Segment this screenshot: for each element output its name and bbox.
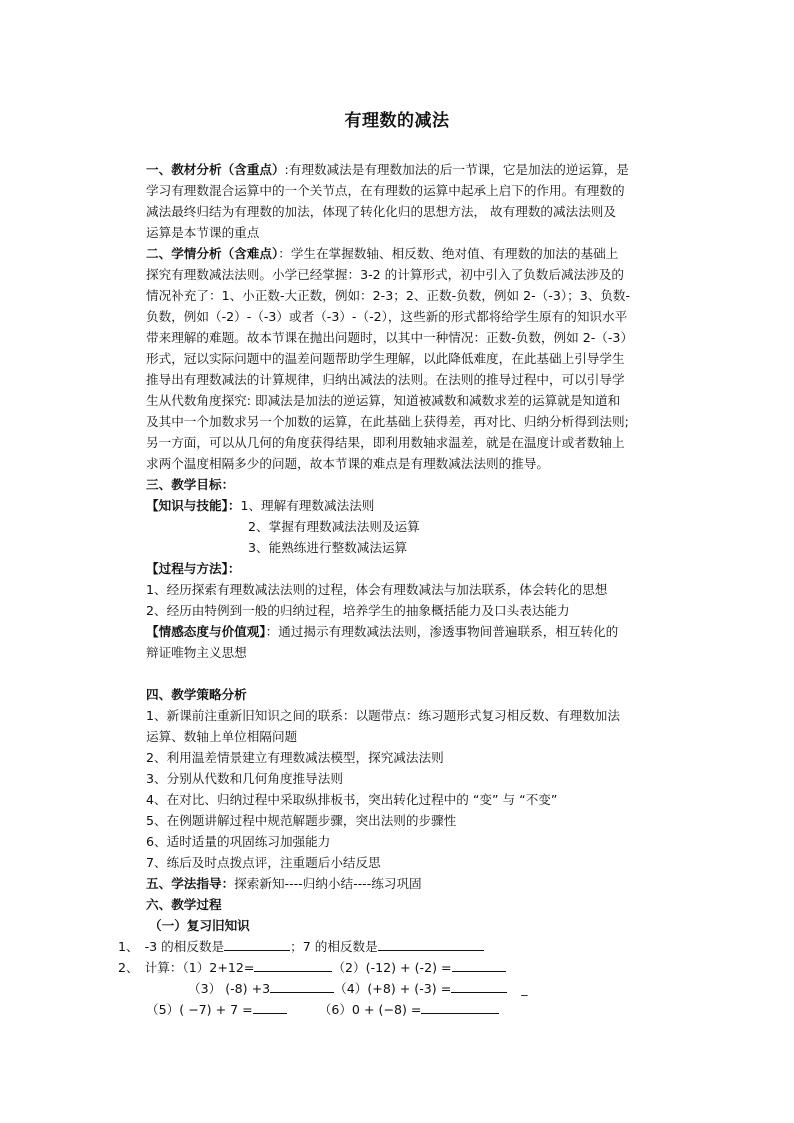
question-2-row-1: 2、 计算：（1）2+12= （2）(-12) + (-2) =	[118, 957, 506, 978]
sec1-line-4: 运算是本节课的重点	[146, 225, 260, 240]
answer-blank-8[interactable]	[421, 999, 499, 1014]
sec5-line: 五、学法指导：探索新知----归纳小结----练习巩固	[146, 876, 422, 891]
emotion-label: 【情感态度与价值观】	[146, 624, 266, 639]
question-2-row-3: （5）( −7) + 7 = （6）0 + (−8) =	[146, 999, 499, 1020]
knowledge-row-2: 2、掌握有理数减法法则及运算	[248, 519, 420, 534]
sec4-line-8: 7、练后及时点拨点评，注重题后小结反思	[146, 855, 381, 870]
sec4-line-1: 1、新课前注重新旧知识之间的联系：以题带点：练习题形式复习相反数、有理数加法	[146, 708, 620, 723]
answer-blank-5[interactable]	[270, 978, 334, 993]
page-title: 有理数的减法	[344, 111, 450, 131]
sec1-line-3: 减法最终归结为有理数的加法，体现了转化化归的思想方法， 故有理数的减法法则及	[146, 204, 616, 219]
knowledge-row-1: 【知识与技能】：1、理解有理数减法法则	[146, 498, 375, 513]
answer-blank-4[interactable]	[452, 957, 506, 972]
process-item-1: 1、经历探索有理数减法法则的过程，体会有理数减法与加法联系，体会转化的思想	[146, 582, 608, 597]
knowledge-label: 【知识与技能】：	[146, 498, 241, 513]
sec6-heading: 六、教学过程	[146, 897, 222, 912]
sec2-heading: 二、学情分析（含难点）	[146, 246, 279, 261]
sec2-line-6: 形式，冠以实际问题中的温差问题帮助学生理解，以此降低难度，在此基础上引导学生	[146, 351, 625, 366]
sec4-line-7: 6、适时适量的巩固练习加强能力	[146, 834, 331, 849]
knowledge-row-3: 3、能熟练进行整数减法运算	[248, 540, 408, 555]
answer-blank-1[interactable]	[224, 936, 290, 951]
answer-blank-3[interactable]	[254, 957, 332, 972]
answer-blank-2[interactable]	[378, 936, 484, 951]
answer-blank-7[interactable]	[253, 999, 287, 1014]
question-2-row-2: （3） (-8) +3 （4）(+8) + (-3) = _	[188, 978, 528, 999]
sec1-line-1: 一、教材分析（含重点）:有理数减法是有理数加法的后一节课，它是加法的逆运算，是	[146, 162, 629, 177]
sec2-line-10: 另一方面，可以从几何的角度获得结果，即利用数轴求温差，就是在温度计或者数轴上	[146, 435, 625, 450]
sec2-line-3: 情况补充了：1、小正数-大正数，例如：2-3；2、正数-负数，例如 2-（-3）；3、负数-	[146, 288, 631, 303]
answer-blank-6[interactable]	[451, 978, 507, 993]
sec2-line-1: 二、学情分析（含难点）：学生在掌握数轴、相反数、绝对值、有理数的加法的基础上	[146, 246, 619, 261]
sec2-line-4: 负数，例如（-2）-（-3）或者（-3）-（-2），这些新的形式都将给学生原有的知识水平	[146, 309, 628, 324]
sec2-line-7: 推导出有理数减法的计算规律，归纳出减法的法则。在法则的推导过程中，可以引导学	[146, 372, 625, 387]
sec5-heading: 五、学法指导：	[146, 876, 235, 891]
sec2-line-9: 及其中一个加数求另一个加数的运算，在此基础上获得差，再对比、归纳分析得到法则;	[146, 414, 629, 429]
emotion-row-2: 辩证唯物主义思想	[146, 645, 247, 660]
sec4-line-6: 5、在例题讲解过程中规范解题步骤，突出法则的步骤性	[146, 813, 457, 828]
sec1-line-2: 学习有理数混合运算中的一个关节点，在有理数的运算中起承上启下的作用。有理数的	[146, 183, 625, 198]
process-item-2: 2、经历由特例到一般的归纳过程，培养学生的抽象概括能力及口头表达能力	[146, 603, 570, 618]
sec1-heading: 一、教材分析（含重点）	[146, 162, 285, 177]
sec2-line-8: 生从代数角度探究: 即减法是加法的逆运算，知道被减数和减数求差的运算就是知道和	[146, 393, 621, 408]
sec4-heading: 四、教学策略分析	[146, 687, 247, 702]
sec6-subheading: （一）复习旧知识	[149, 918, 250, 933]
question-1: 1、 -3 的相反数是 ；7 的相反数是	[118, 936, 484, 957]
sec4-line-2: 运算、数轴上单位相隔问题	[146, 729, 298, 744]
emotion-row-1: 【情感态度与价值观】：通过揭示有理数减法法则，渗透事物间普遍联系，相互转化的	[146, 624, 619, 639]
sec4-line-3: 2、利用温差情景建立有理数减法模型，探究减法法则	[146, 750, 444, 765]
sec2-line-11: 求两个温度相隔多少的问题，故本节课的难点是有理数减法法则的推导。	[146, 456, 549, 471]
sec4-line-4: 3、分别从代数和几何角度推导法则	[146, 771, 343, 786]
sec4-line-5: 4、在对比、归纳过程中采取纵排板书，突出转化过程中的 “变” 与 “不变”	[146, 792, 558, 807]
process-label: 【过程与方法】：	[146, 561, 241, 576]
sec3-heading: 三、教学目标：	[146, 477, 235, 492]
sec2-line-5: 带来理解的难题。故本节课在抛出问题时，以其中一种情况：正数-负数，例如 2-（-3）	[146, 330, 634, 345]
sec2-line-2: 探究有理数减法法则。小学已经掌握：3-2 的计算形式，初中引入了负数后减法涉及的	[146, 267, 624, 282]
